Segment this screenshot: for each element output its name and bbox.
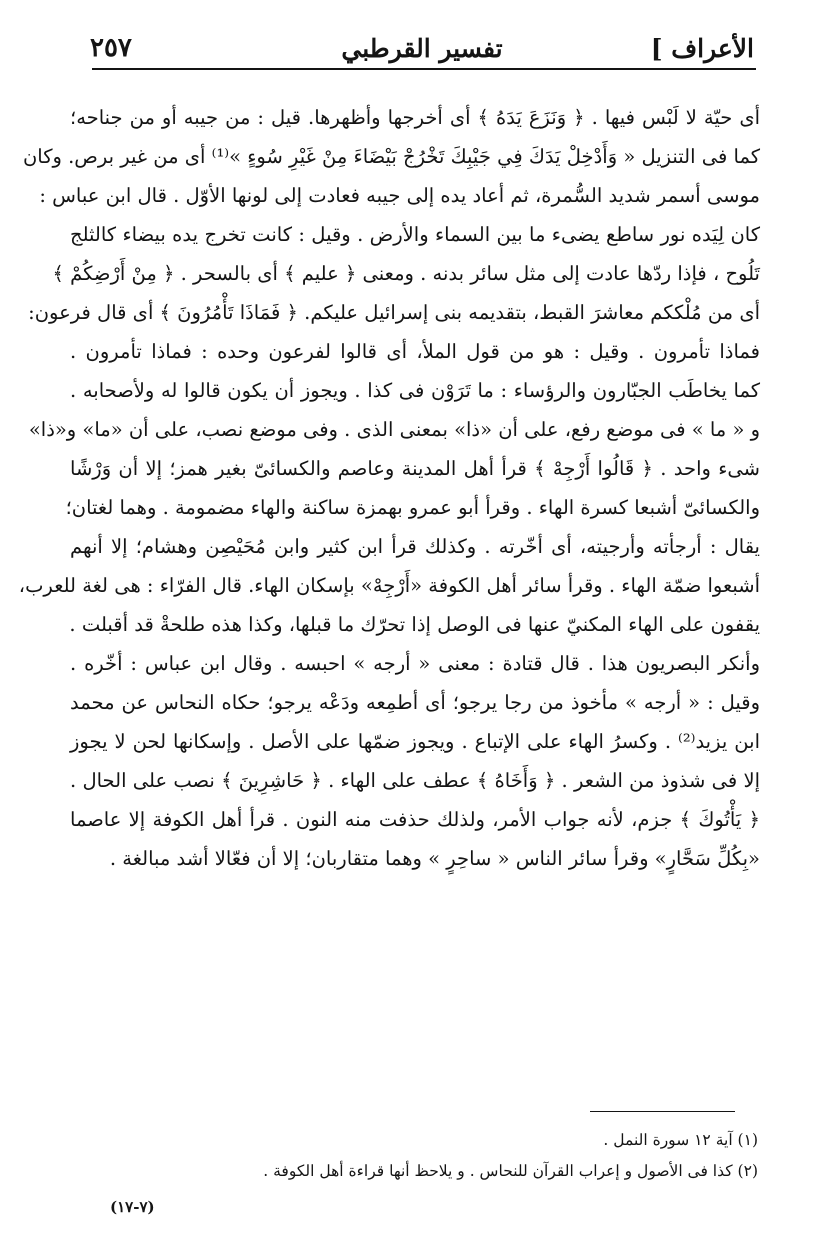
footnote: (١) آية ١٢ سورة النمل . <box>603 1131 758 1149</box>
main-text <box>18 98 760 878</box>
footnotes <box>200 1125 758 1187</box>
text-line: ﴿ يَأْتُوكَ ﴾ جزم، لأنه جواب الأمر، ولذلك حذفت منه النون . قرأ أهل الكوفة إلا عاصما <box>70 808 760 831</box>
text-line: أشبعوا ضمّة الهاء . وقرأ سائر أهل الكوفة «أَرْجِهْ» بإسكان الهاء. قال الفرّاء : هى لغة للعرب، <box>18 574 760 597</box>
surah-name: الأعراف ] <box>650 33 754 63</box>
text-line: موسى أسمر شديد السُّمرة، ثم أعاد يده إلى جيبه فعادت إلى لونها الأوّل . قال ابن عباس : <box>39 184 760 207</box>
text-line: «بِكُلِّ سَحَّارٍ» وقرأ سائر الناس « ساحِرٍ » وهما متقاربان؛ إلا أن فعّالا أشد مبالغة . <box>109 847 760 870</box>
text-line: أى حيّة لا لَبْس فيها . ﴿ وَنَزَعَ يَدَهُ ﴾ أى أخرجها وأظهرها. قيل : من جيبه أو من جناحه؛ <box>70 106 760 129</box>
text-line: ابن يزيد⁽²⁾ . وكسرُ الهاء على الإتباع . ويجوز ضمّها على الأصل . وإسكانها لحن لا يجوز <box>70 730 760 753</box>
text-line: أى من مُلْككم معاشرَ القبط، بتقديمه بنى إسرائيل عليكم. ﴿ فَمَاذَا تَأْمُرُونَ ﴾ أى قال فرعون: <box>28 301 760 324</box>
text-line: كان لِيَده نور ساطع يضىء ما بين السماء والأرض . وقيل : كانت تخرج يده بيضاء كالثلج <box>70 223 760 246</box>
page-number: ٢٥٧ <box>90 33 132 63</box>
footnote-rule <box>590 1111 735 1112</box>
text-line: يقال : أرجأته وأرجيته، أى أخّرته . وكذلك قرأ ابن كثير وابن مُحَيْصِن وهشام؛ إلا أنهم <box>70 535 760 558</box>
text-line: فماذا تأمرون . وقيل : هو من قول الملأ، أى قالوا لفرعون وحده : فماذا تأمرون . <box>70 340 760 363</box>
text-line: والكسائىّ أشبعا كسرة الهاء . وقرأ أبو عمرو بهمزة ساكنة والهاء مضمومة . وهما لغتان؛ <box>65 496 760 519</box>
text-line: و « ما » فى موضع رفع، على أن «ذا» بمعنى الذى . وفى موضع نصب، على أن «ما» و«ذا» <box>28 418 760 441</box>
text-line: كما فى التنزيل « وَأَدْخِلْ يَدَكَ فِي جَيْبِكَ تَخْرُجْ بَيْضَاءَ مِنْ غَيْرِ سُوءٍ »⁽¹⁾ أى من غير برص. وكان <box>22 145 760 168</box>
text-line: يقفون على الهاء المكنيّ عنها فى الوصل إذا تحرّك ما قبلها، وكذا هذه طلحةْ قد أقبلت . <box>69 613 760 636</box>
text-line: كما يخاطَب الجبّارون والرؤساء : ما تَرَوْن فى كذا . ويجوز أن يكون قالوا له ولأصحابه . <box>70 379 760 402</box>
printer-signature: (٧-١٧) <box>110 1198 155 1216</box>
text-line: إلا فى شذوذ من الشعر . ﴿ وَأَخَاهُ ﴾ عطف على الهاء . ﴿ حَاشِرِينَ ﴾ نصب على الحال . <box>70 769 760 792</box>
footnote: (٢) كذا فى الأصول و إعراب القرآن للنحاس . و يلاحظ أنها قراءة أهل الكوفة . <box>263 1162 758 1180</box>
text-line: تَلُوح ، فإذا ردّها عادت إلى مثل سائر بدنه . ومعنى ﴿ عليم ﴾ أى بالسحر . ﴿ مِنْ أَرْضِكُمْ ﴾ <box>52 262 760 285</box>
text-line: وأنكر البصريون هذا . قال قتادة : معنى « أرجه » احبسه . وقال ابن عباس : أخّره . <box>70 652 760 675</box>
text-line: وقيل : « أرجه » مأخوذ من رجا يرجو؛ أى أطمِعه ودَعْه يرجو؛ حكاه النحاس عن محمد <box>70 691 760 714</box>
running-title: تفسير القرطبي <box>341 33 503 63</box>
page-header <box>90 28 754 68</box>
header-rule <box>92 68 756 70</box>
text-line: شىء واحد . ﴿ قَالُوا أَرْجِهْ ﴾ قرأ أهل المدينة وعاصم والكسائىّ بغير همز؛ إلا أن وَرْشًا <box>70 457 760 480</box>
